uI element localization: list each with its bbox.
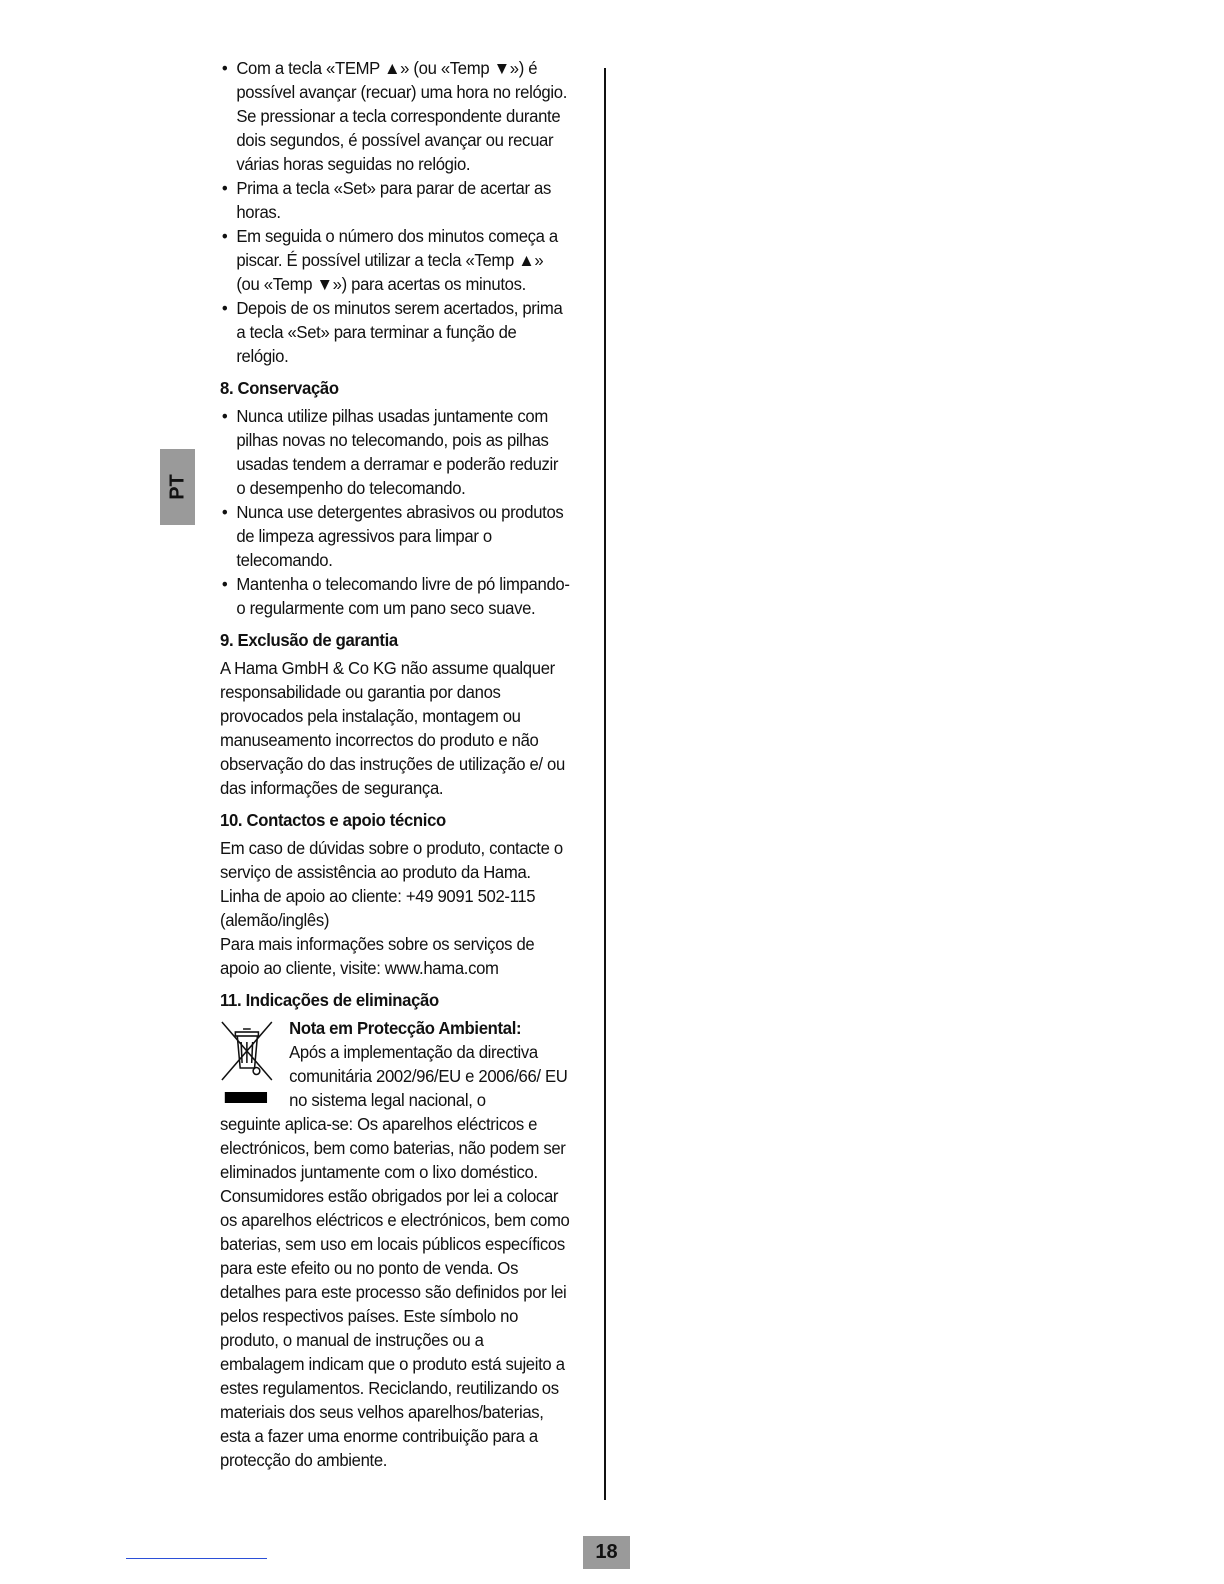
weee-notice: [220, 1016, 570, 1112]
weee-underline-bar: [225, 1092, 267, 1103]
paragraph: seguinte aplica-se: Os aparelhos eléctricos e electrónicos, bem como baterias, não podem ser eliminados juntamente com o lixo doméstico. Consumidores estão obrigados por lei a colocar os aparelhos eléctricos e electrónicos, bem como baterias, sem uso em locais públicos específicos para este efeito ou no ponto de venda. Os detalhes para este processo são definidos por lei pelos respectivos países. Este símbolo no produto, o manual de instruções ou a embalagem indicam que o produto está sujeito a estes regulamentos. Reciclando, reutilizando os materiais dos seus velhos aparelhos/baterias, esta a fazer uma enorme contribuição para a protecção do ambiente.: [220, 1114, 570, 1470]
paragraph: Linha de apoio ao cliente: +49 9091 502-115 (alemão/inglês): [220, 886, 536, 930]
text-column: [220, 56, 570, 1472]
paragraph: Para mais informações sobre os serviços de apoio ao cliente, visite: www.hama.com: [220, 934, 535, 978]
language-tab-label: PT: [166, 474, 188, 500]
section-heading: 9. Exclusão de garantia: [220, 630, 398, 650]
list-item: • Prima a tecla «Set» para parar de acertar as horas.: [220, 176, 570, 224]
paragraph: A Hama GmbH & Co KG não assume qualquer responsabilidade ou garantia por danos provocados pela instalação, montagem ou manuseamento incorrectos do produto e não observação do das instruções de utilização e/ ou das informações de segurança.: [220, 658, 565, 798]
paragraph: Em caso de dúvidas sobre o produto, contacte o serviço de assistência ao produto da Hama.: [220, 838, 563, 882]
paragraph: Após a implementação da directiva comunitária 2002/96/EU e 2006/66/ EU no sistema legal nacional, o: [289, 1042, 568, 1110]
list-item: • Com a tecla «TEMP ▲» (ou «Temp ▼») é possível avançar (recuar) uma hora no relógio. Se pressionar a tecla correspondente durante dois segundos, é possível avançar ou recuar várias horas seguidas no relógio.: [220, 56, 570, 176]
list-item: • Nunca use detergentes abrasivos ou produtos de limpeza agressivos para limpar o telecomando.: [220, 500, 570, 572]
section-heading: 8. Conservação: [220, 378, 339, 398]
page-number: 18: [583, 1536, 630, 1569]
column-divider: [604, 68, 606, 1500]
footer-rule: [126, 1558, 267, 1559]
list-item: • Nunca utilize pilhas usadas juntamente com pilhas novas no telecomando, pois as pilhas usadas tendem a derramar e poderão reduzir o desempenho do telecomando.: [220, 404, 570, 500]
section-heading: 11. Indicações de eliminação: [220, 990, 439, 1010]
list-item: • Depois de os minutos serem acertados, prima a tecla «Set» para terminar a função de relógio.: [220, 296, 570, 368]
section-heading: 10. Contactos e apoio técnico: [220, 810, 446, 830]
list-item: • Mantenha o telecomando livre de pó limpando-o regularmente com um pano seco suave.: [220, 572, 570, 620]
subheading: Nota em Protecção Ambiental:: [289, 1018, 522, 1038]
language-tab: [160, 449, 195, 525]
crossed-out-wheelie-bin-icon: [220, 1018, 274, 1084]
list-item: • Em seguida o número dos minutos começa a piscar. É possível utilizar a tecla «Temp ▲» (ou «Temp ▼») para acertas os minutos.: [220, 224, 570, 296]
